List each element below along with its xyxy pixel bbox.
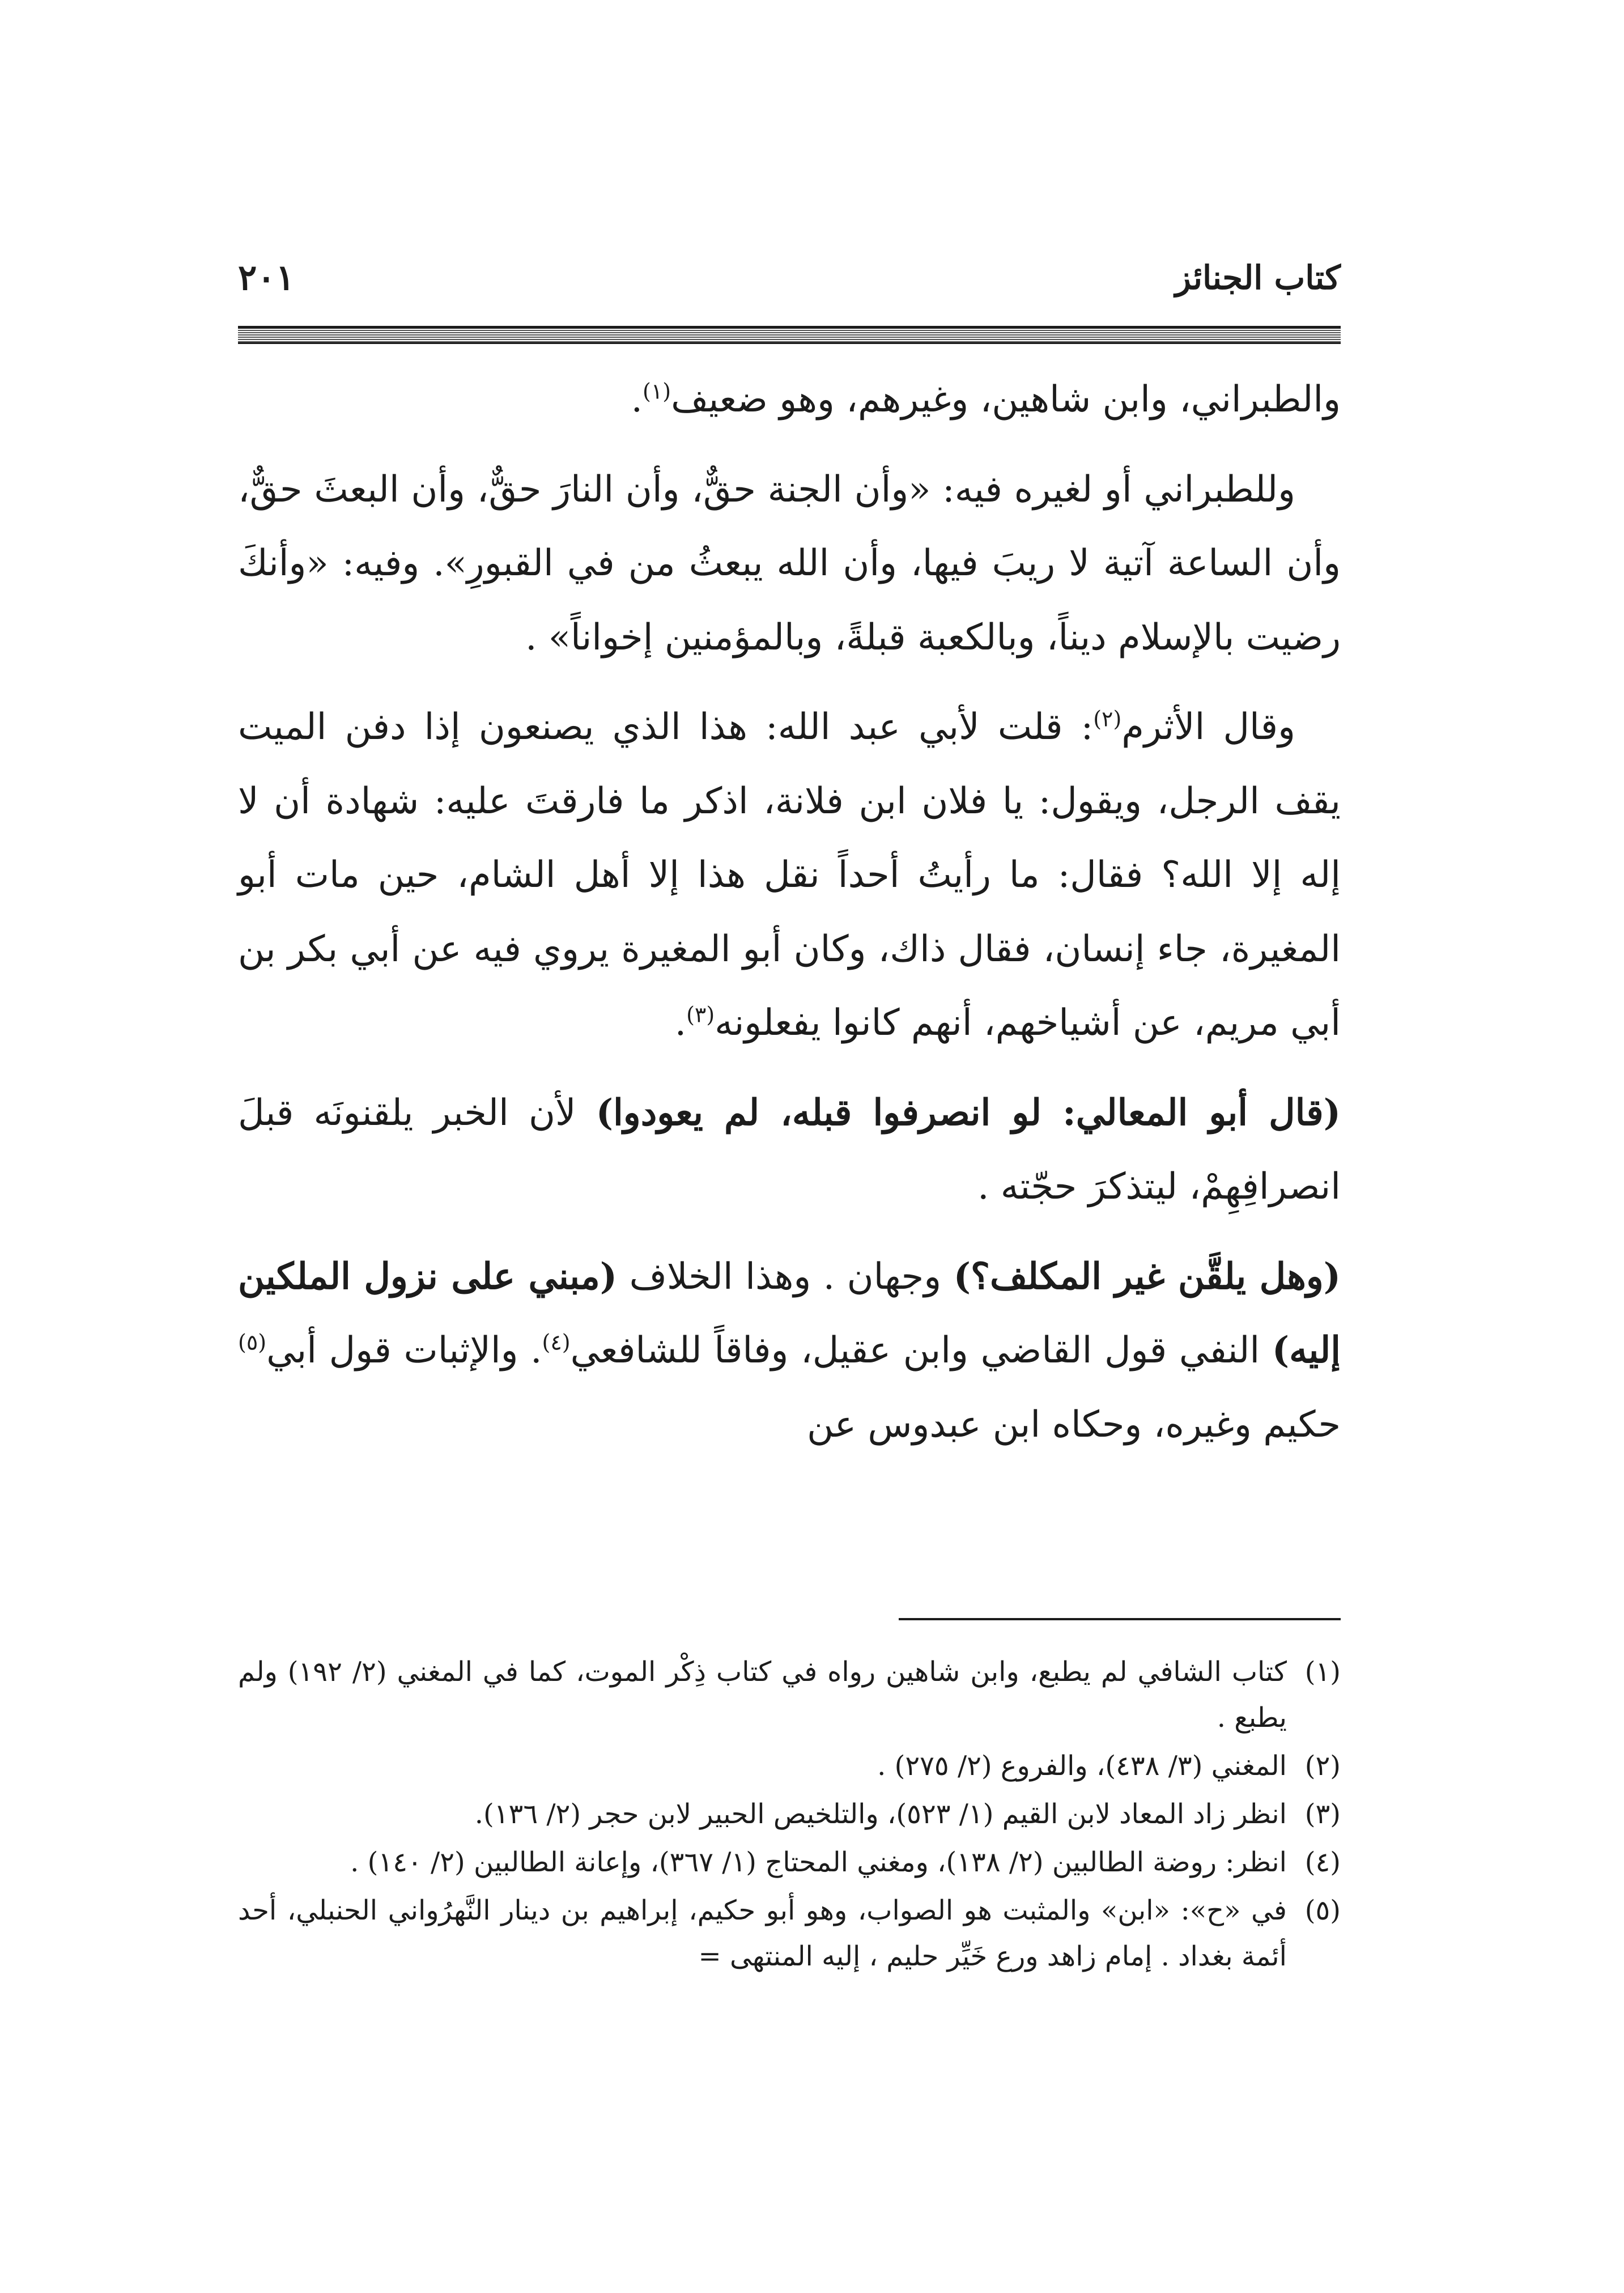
footnote-number: (١) — [1304, 1656, 1341, 1688]
footnote-ref: (٢) — [1093, 706, 1122, 732]
page-number: ٢٠١ — [238, 257, 295, 298]
paragraph-text: حكيم وغيره، وحكاه ابن عبدوس عن — [807, 1403, 1341, 1446]
paragraph-text: وللطبراني أو لغيره فيه: «وأن الجنة حقٌّ، وأن النارَ حقٌّ، وأن البعثَ حقٌّ، وأن الساعة آتية لا ريبَ فيها، وأن الله يبعثُ من في القبورِ». وفيه: «وأنكَ رضيت بالإسلام ديناً، وبالكعبة قبلةً، وبالمؤمنين إخواناً» . — [238, 468, 1341, 659]
footnote-number: (٥) — [1304, 1895, 1341, 1926]
paragraph-end: . — [674, 1002, 687, 1044]
paragraph-text: لأن الخبر يلقنونَه قبلَ انصرافِهِمْ، ليتذكرَ حجّته . — [238, 1092, 1341, 1208]
footnote-text: المغني (٣/ ٤٣٨)، والفروع (٢/ ٢٧٥) . — [877, 1750, 1287, 1782]
footnote-number: (٤) — [1304, 1846, 1341, 1878]
footnote-separator — [899, 1618, 1341, 1620]
paragraph-2 — [238, 453, 1341, 675]
paragraph-text: النفي قول القاضي وابن عقيل، وفاقاً للشافعي — [570, 1330, 1272, 1371]
footnote — [238, 1743, 1341, 1789]
footnote-ref: (٥) — [238, 1330, 267, 1355]
footnote — [238, 1791, 1341, 1837]
footnote-ref: (٣) — [686, 1002, 715, 1027]
footnote-text: انظر: روضة الطالبين (٢/ ١٣٨)، ومغني المحتاج (١/ ٣٦٧)، وإعانة الطالبين (٢/ ١٤٠) . — [350, 1846, 1287, 1878]
bold-matn: (وهل يلقَّن غير المكلف؟) — [953, 1255, 1341, 1298]
footnote-ref: (٤) — [542, 1330, 571, 1355]
footnote-ref: (١) — [643, 379, 671, 404]
main-text — [238, 363, 1341, 1477]
footnote — [238, 1840, 1341, 1886]
paragraph-text: والطبراني، وابن شاهين، وغيرهم، وهو ضعيف — [671, 379, 1341, 421]
footnote-text: في «ح»: «ابن» والمثبت هو الصواب، وهو أبو حكيم، إبراهيم بن دينار النَّهرُواني الحنبلي، أحد أئمة بغداد . إمام زاهد ورع خَيِّر حليم ، إليه المنتهى = — [238, 1895, 1287, 1972]
paragraph-1 — [238, 363, 1341, 437]
paragraph-end: . — [631, 379, 643, 421]
running-title: كتاب الجنائز — [1175, 258, 1341, 297]
paragraph-text: وجهان . وهذا الخلاف — [617, 1255, 954, 1298]
paragraph-text: : قلت لأبي عبد الله: هذا الذي يصنعون إذا دفن الميت يقف الرجل، ويقول: يا فلان ابن فلانة، اذكر ما فارقتَ عليه: شهادة أن لا إله إلا الله؟ فقال: ما رأيتُ أحداً نقل هذا إلا أهل الشام، حين مات أبو المغيرة، جاء إنسان، فقال ذاك، وكان أبو المغيرة يروي فيه عن أبي بكر بن أبي مريم، عن أشياخهم، أنهم كانوا يفعلونه — [238, 706, 1341, 1044]
footnote-text: انظر زاد المعاد لابن القيم (١/ ٥٢٣)، والتلخيص الحبير لابن حجر (٢/ ١٣٦). — [474, 1798, 1287, 1830]
footnote — [238, 1649, 1341, 1741]
paragraph-text: . والإثبات قول أبي — [266, 1330, 542, 1371]
bold-matn: (مبني على نزول الملكين إليه) — [238, 1255, 1341, 1371]
footnote-text: كتاب الشافي لم يطبع، وابن شاهين رواه في كتاب ذِكْر الموت، كما في المغني (٢/ ١٩٢) ولم يطبع . — [238, 1656, 1287, 1734]
paragraph-5 — [238, 1240, 1341, 1462]
paragraph-lead: وقال الأثرم — [1121, 706, 1296, 748]
header-rule — [238, 326, 1341, 344]
footnotes — [238, 1649, 1341, 1982]
footnote — [238, 1888, 1341, 1980]
page-header — [238, 249, 1341, 312]
paragraph-4 — [238, 1076, 1341, 1224]
paragraph-3 — [238, 690, 1341, 1060]
footnote-number: (٢) — [1304, 1750, 1341, 1782]
bold-matn: (قال أبو المعالي: لو انصرفوا قبله، لم يعودوا) — [596, 1091, 1341, 1134]
footnote-number: (٣) — [1304, 1798, 1341, 1830]
